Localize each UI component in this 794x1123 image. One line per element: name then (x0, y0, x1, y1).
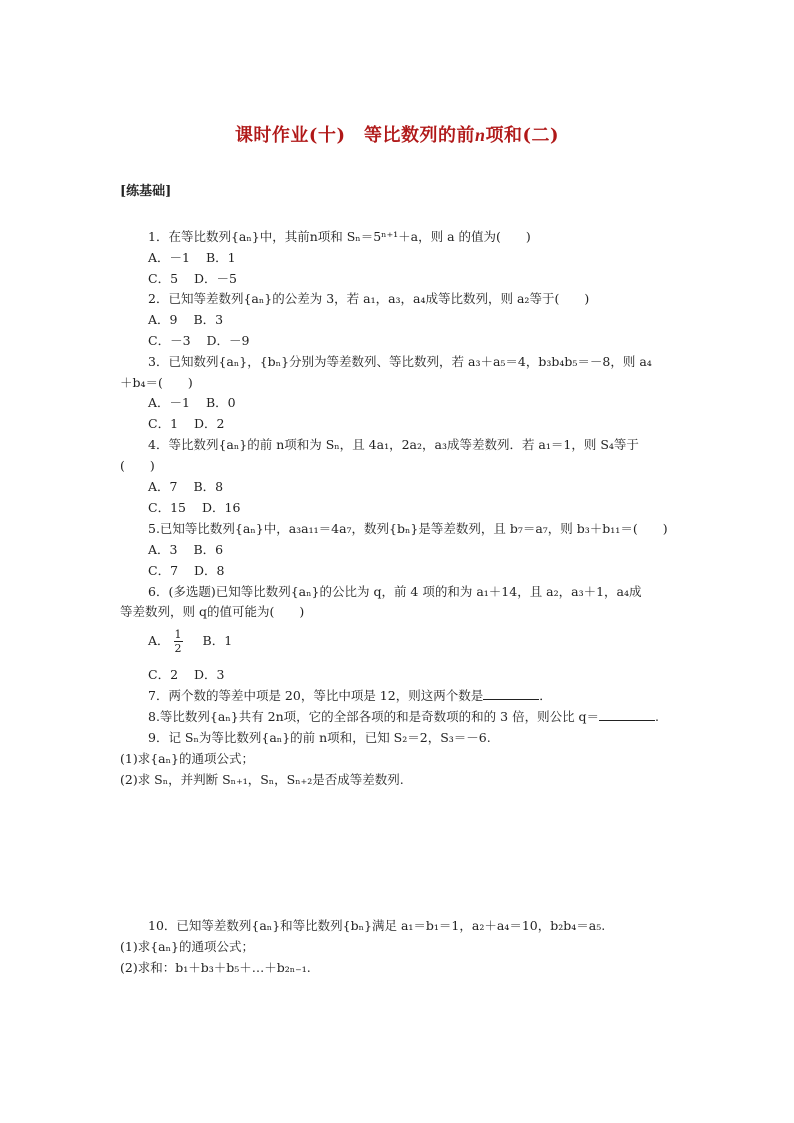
option-a-label: A． (148, 633, 170, 648)
option-a: A．－1 (148, 395, 190, 410)
question-2-options-ab (148, 310, 708, 330)
question-2-stem: 2．已知等差数列{aₙ}的公差为 3，若 a₁，a₃，a₄成等比数列，则 a₂等于( ) (148, 291, 590, 306)
question-6-stem: 6．(多选题)已知等比数列{aₙ}的公比为 q，前 4 项的和为 a₁＋14，且 a₂，a₃＋1，a₄成 (148, 584, 642, 599)
question-4-stem-cont: ( ) (120, 458, 155, 473)
fraction-one-half (174, 628, 183, 655)
option-b: B．6 (193, 542, 224, 557)
question-4-stem: 4．等比数列{aₙ}的前 n项和为 Sₙ，且 4a₁，2a₂，a₃成等差数列．若 a₁＝1，则 S₄等于 (148, 437, 639, 452)
question-9-part-2: (2)求 Sₙ，并判断 Sₙ₊₁，Sₙ，Sₙ₊₂是否成等差数列. (120, 772, 404, 787)
question-4-options-cd (148, 498, 708, 518)
question-8 (148, 707, 708, 727)
option-c: C．7 (148, 563, 179, 578)
question-8-stem: 8.等比数列{aₙ}共有 2n项，它的全部各项的和是奇数项的和的 3 倍，则公比 q＝ (148, 709, 600, 724)
option-c: C．1 (148, 416, 179, 431)
option-a: A．3 (148, 542, 178, 557)
option-d: D．3 (194, 667, 225, 682)
question-10-part-1: (1)求{aₙ}的通项公式； (120, 939, 254, 954)
question-7 (148, 686, 708, 706)
option-b: B．1 (202, 633, 233, 648)
question-5-options-cd (148, 561, 708, 581)
option-d: D．－5 (194, 271, 238, 286)
question-4-options-ab (148, 477, 708, 497)
option-d: D．8 (194, 563, 225, 578)
option-b: B．3 (193, 312, 224, 327)
option-c: C．5 (148, 271, 179, 286)
question-6-options-cd (148, 665, 708, 685)
question-3-options-cd (148, 414, 708, 434)
question-8-end: . (655, 709, 660, 724)
question-1-options-cd (148, 269, 708, 289)
option-d: D．2 (194, 416, 225, 431)
question-10-part-2: (2)求和：b₁＋b₃＋b₅＋…＋b₂ₙ₋₁. (120, 960, 311, 975)
question-1-stem: 1．在等比数列{aₙ}中，其前n项和 Sₙ＝5ⁿ⁺¹＋a，则 a 的值为( ) (148, 229, 531, 244)
option-b: B．8 (193, 479, 224, 494)
option-a: A．7 (148, 479, 178, 494)
title-variable: n (474, 125, 486, 145)
question-7-end: ． (539, 688, 552, 703)
option-c: C．2 (148, 667, 179, 682)
question-6-stem-cont: 等差数列，则 q的值可能为( ) (120, 604, 305, 619)
option-c: C．－3 (148, 333, 191, 348)
title-prefix: 课时作业(十) 等比数列的前 (234, 125, 475, 146)
option-a: A．9 (148, 312, 178, 327)
question-6-options-ab (148, 628, 708, 655)
option-d: D．－9 (206, 333, 250, 348)
question-9-stem: 9．记 Sₙ为等比数列{aₙ}的前 n项和，已知 S₂＝2，S₃＝－6. (148, 730, 491, 745)
question-3-stem: 3．已知数列{aₙ}，{bₙ}分别为等差数列、等比数列，若 a₃＋a₅＝4，b₃b₄b₅＝－8，则 a₄ (148, 354, 652, 369)
question-5-options-ab (148, 540, 708, 560)
answer-blank[interactable] (599, 708, 655, 721)
question-3-stem-cont: ＋b₄＝( ) (120, 375, 193, 390)
option-a: A．－1 (148, 250, 190, 265)
question-2-options-cd (148, 331, 708, 351)
title-suffix: 项和(二) (485, 125, 560, 146)
option-b: B．1 (205, 250, 236, 265)
question-1-options-ab (148, 248, 708, 268)
fraction-numerator: 1 (174, 628, 182, 641)
page-title (0, 121, 794, 147)
question-7-stem: 7．两个数的等差中项是 20，等比中项是 12，则这两个数是 (148, 688, 484, 703)
question-5-stem: 5.已知等比数列{aₙ}中，a₃a₁₁＝4a₇，数列{bₙ}是等差数列，且 b₇＝a₇，则 b₃＋b₁₁＝( ) (148, 521, 668, 536)
question-3-options-ab (148, 393, 708, 413)
option-b: B．0 (205, 395, 236, 410)
option-d: D．16 (201, 500, 241, 515)
fraction-denominator: 2 (174, 642, 182, 655)
option-c: C．15 (148, 500, 186, 515)
answer-blank[interactable] (483, 687, 539, 700)
question-9-part-1: (1)求{aₙ}的通项公式； (120, 751, 254, 766)
section-heading: [练基础] (120, 184, 172, 199)
question-10-stem: 10．已知等差数列{aₙ}和等比数列{bₙ}满足 a₁＝b₁＝1，a₂＋a₄＝10，b₂b₄＝a₅. (148, 918, 606, 933)
